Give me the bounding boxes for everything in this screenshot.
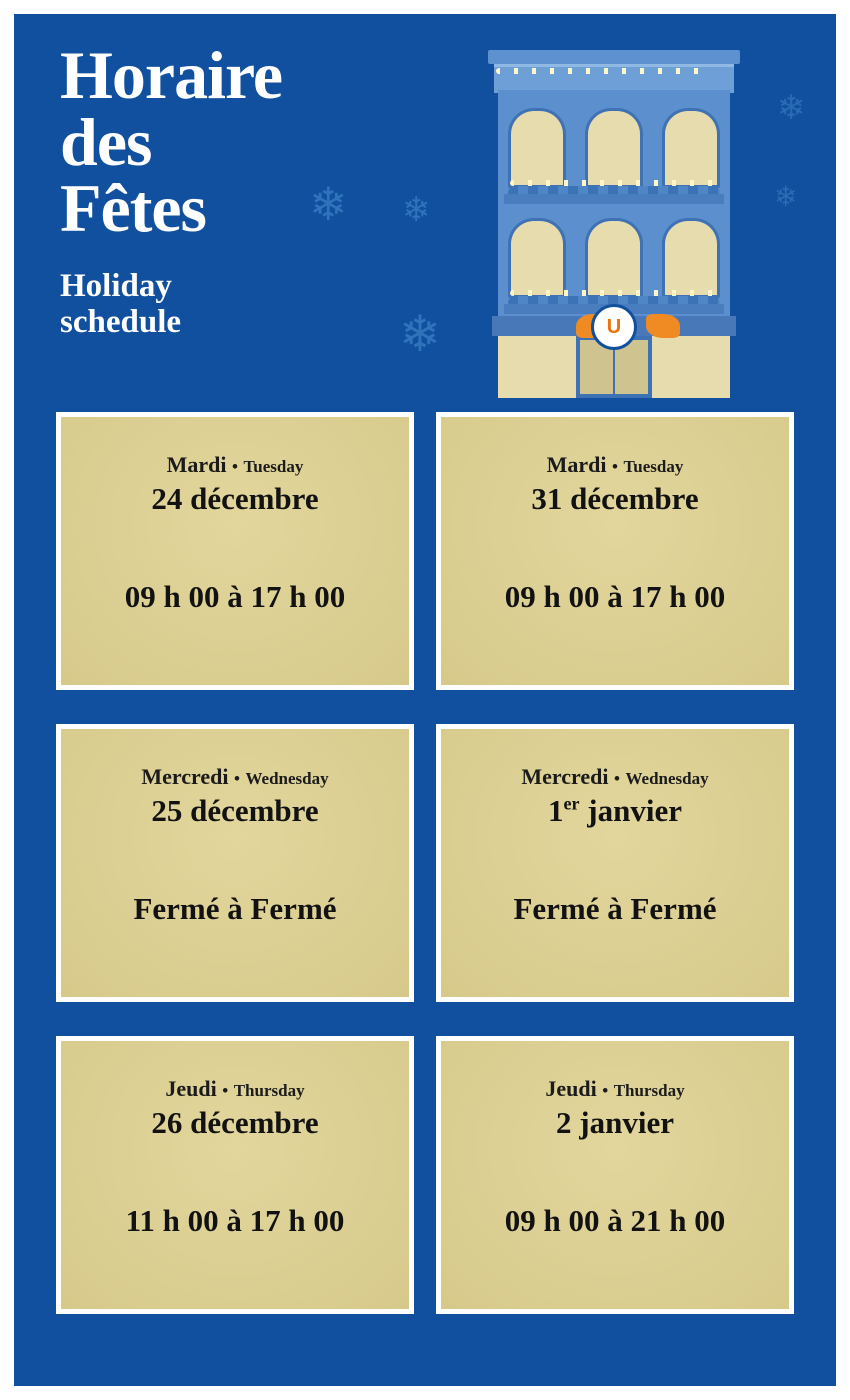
day-en: Wednesday — [245, 769, 329, 788]
store-window — [585, 108, 643, 188]
day-en: Thursday — [613, 1081, 685, 1100]
date-number: 1 — [548, 793, 564, 829]
snowflake-icon: ❄ — [402, 192, 431, 229]
day-en: Tuesday — [623, 457, 684, 476]
schedule-card-hours: 09 h 00 à 17 h 00 — [124, 579, 346, 615]
schedule-card-date: 2 janvier — [556, 1105, 674, 1141]
schedule-card — [436, 412, 794, 690]
schedule-grid — [14, 412, 836, 1314]
poster-canvas — [14, 14, 836, 1386]
schedule-card — [436, 1036, 794, 1314]
store-window — [662, 108, 720, 188]
schedule-card-date: 26 décembre — [151, 1105, 319, 1141]
schedule-card-day — [451, 1077, 779, 1101]
title-line-1: Horaire — [60, 37, 283, 113]
store-window — [508, 108, 566, 188]
subtitle-line-2: schedule — [60, 304, 182, 341]
schedule-card-day — [71, 765, 399, 789]
string-lights-icon — [496, 68, 704, 74]
store-ledge — [504, 194, 724, 204]
schedule-card-hours: Fermé à Fermé — [133, 891, 337, 927]
schedule-card — [436, 724, 794, 1002]
schedule-card-date: 24 décembre — [151, 481, 319, 517]
schedule-card — [56, 412, 414, 690]
day-fr: Jeudi — [545, 1076, 597, 1101]
date-month: janvier — [579, 793, 682, 829]
schedule-card-day — [71, 1077, 399, 1101]
title-line-2: des — [60, 103, 152, 180]
page-subtitle — [60, 268, 440, 341]
schedule-card-hours: 09 h 00 à 21 h 00 — [504, 1203, 726, 1239]
schedule-card-hours: 09 h 00 à 17 h 00 — [504, 579, 726, 615]
day-fr: Mardi — [546, 452, 607, 477]
store-window — [662, 218, 720, 298]
snowflake-icon: ❄ — [774, 182, 798, 213]
schedule-card-hours: 11 h 00 à 17 h 00 — [125, 1203, 345, 1239]
page-title — [60, 37, 440, 247]
store-facade — [498, 90, 730, 338]
store-window — [585, 218, 643, 298]
schedule-card — [56, 724, 414, 1002]
schedule-card-day — [451, 765, 779, 789]
schedule-card-date: 31 décembre — [531, 481, 699, 517]
schedule-card-hours: Fermé à Fermé — [513, 891, 717, 927]
schedule-card-day — [451, 453, 779, 477]
snowflake-icon: ❄ — [777, 90, 806, 127]
day-fr: Mercredi — [521, 764, 609, 789]
snowflake-icon: ❄ — [399, 306, 441, 362]
title-block — [60, 37, 440, 341]
day-separator: • — [222, 1081, 229, 1100]
day-separator: • — [234, 769, 240, 788]
poster-header — [14, 14, 836, 404]
storefront-illustration — [484, 50, 744, 400]
day-fr: Mercredi — [141, 764, 229, 789]
store-window — [508, 218, 566, 298]
day-en: Wednesday — [625, 769, 709, 788]
day-separator: • — [612, 457, 618, 476]
snowflake-icon: ❄ — [309, 179, 348, 230]
subtitle-line-1: Holiday — [60, 267, 172, 304]
date-ordinal: er — [563, 793, 580, 814]
schedule-card-date — [451, 793, 779, 829]
title-line-3: Fêtes — [60, 170, 207, 247]
schedule-card-day — [71, 453, 399, 477]
ribbon-bow-icon — [646, 314, 680, 338]
day-separator: • — [232, 457, 238, 476]
day-en: Thursday — [233, 1081, 305, 1100]
day-fr: Jeudi — [165, 1076, 217, 1101]
schedule-card — [56, 1036, 414, 1314]
schedule-card-date: 25 décembre — [151, 793, 319, 829]
store-roof — [488, 50, 740, 64]
day-en: Tuesday — [243, 457, 304, 476]
day-fr: Mardi — [166, 452, 227, 477]
day-separator: • — [602, 1081, 609, 1100]
day-separator: • — [614, 769, 620, 788]
brand-logo-badge: U — [591, 304, 637, 350]
